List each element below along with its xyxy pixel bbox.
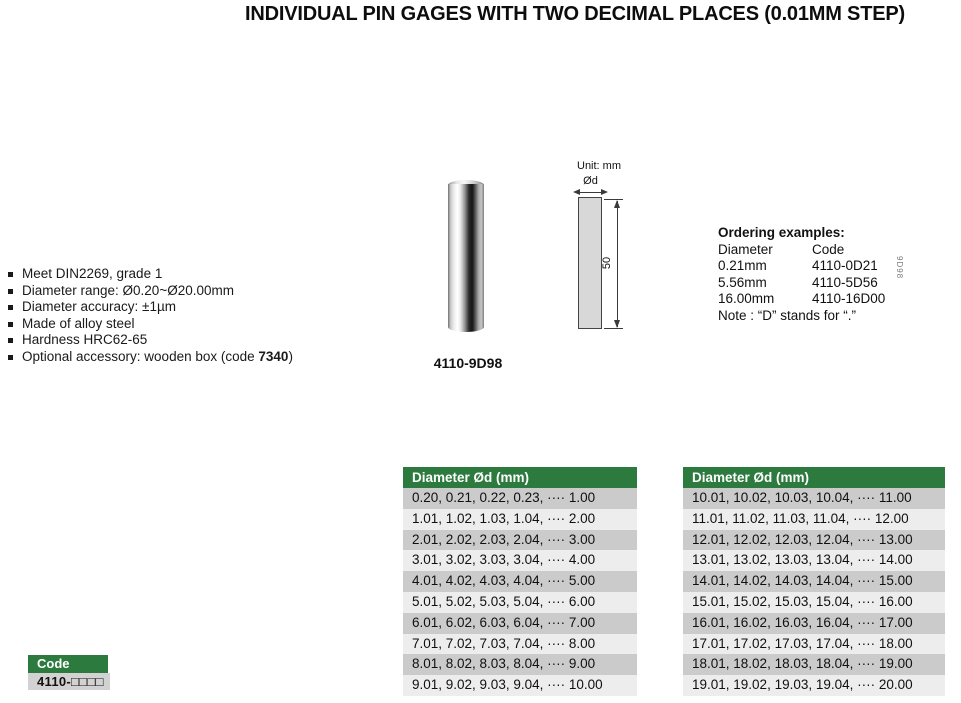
list-item bbox=[8, 299, 388, 316]
table-row: 15.01, 15.02, 15.03, 15.04, ···· 16.00 bbox=[683, 592, 945, 613]
feature-text-prefix: Optional accessory: wooden box (code bbox=[22, 348, 259, 364]
feature-text bbox=[22, 349, 293, 366]
diameter-table-left bbox=[403, 467, 637, 696]
table-row: 6.01, 6.02, 6.03, 6.04, ···· 7.00 bbox=[403, 613, 637, 634]
table-header: Diameter Ød (mm) bbox=[403, 467, 637, 488]
table-row: 12.01, 12.02, 12.03, 12.04, ···· 13.00 bbox=[683, 530, 945, 551]
ordering-col-diameter: Diameter bbox=[718, 241, 773, 257]
accessory-code: 7340 bbox=[258, 348, 289, 364]
table-row: 9.01, 9.02, 9.03, 9.04, ···· 10.00 bbox=[403, 675, 637, 696]
list-item bbox=[8, 266, 388, 283]
ordering-code: 4110-5D56 bbox=[812, 274, 878, 290]
table-header: Diameter Ød (mm) bbox=[683, 467, 945, 488]
ordering-note: Note : “D” stands for “.” bbox=[718, 307, 857, 323]
pin-model-code: 4110-9D98 bbox=[433, 355, 503, 371]
diameter-dim-line bbox=[579, 192, 602, 193]
table-row: 18.01, 18.02, 18.03, 18.04, ···· 19.00 bbox=[683, 654, 945, 675]
list-item bbox=[8, 316, 388, 333]
bullet-square-icon bbox=[8, 322, 13, 327]
ordering-row bbox=[718, 291, 948, 308]
extension-line-bottom bbox=[604, 328, 623, 329]
bullet-square-icon bbox=[8, 272, 13, 277]
table-row: 1.01, 1.02, 1.03, 1.04, ···· 2.00 bbox=[403, 509, 637, 530]
diameter-dim-label: Ød bbox=[583, 175, 598, 187]
pin-engraving: 9D98 bbox=[895, 256, 904, 280]
page-title: INDIVIDUAL PIN GAGES WITH TWO DECIMAL PLACES (0.01MM STEP) bbox=[245, 3, 905, 25]
ordering-diameter: 0.21mm bbox=[718, 258, 767, 274]
table-row: 19.01, 19.02, 19.03, 19.04, ···· 20.00 bbox=[683, 675, 945, 696]
length-dim-label: 50 bbox=[601, 256, 614, 270]
bullet-square-icon bbox=[8, 355, 13, 360]
feature-text: Diameter accuracy: ±1µm bbox=[22, 299, 176, 315]
unit-label: Unit: mm bbox=[577, 160, 621, 172]
list-item bbox=[8, 349, 388, 366]
ordering-examples bbox=[718, 225, 948, 325]
table-row: 8.01, 8.02, 8.03, 8.04, ···· 9.00 bbox=[403, 654, 637, 675]
table-row: 2.01, 2.02, 2.03, 2.04, ···· 3.00 bbox=[403, 530, 637, 551]
bullet-square-icon bbox=[8, 289, 13, 294]
ordering-diameter: 5.56mm bbox=[718, 274, 767, 290]
bullet-square-icon bbox=[8, 338, 13, 343]
ordering-row bbox=[718, 275, 948, 292]
ordering-column-headers bbox=[718, 242, 948, 259]
table-row: 7.01, 7.02, 7.03, 7.04, ···· 8.00 bbox=[403, 634, 637, 655]
ordering-diameter: 16.00mm bbox=[718, 291, 775, 307]
list-item bbox=[8, 283, 388, 300]
table-row: 4.01, 4.02, 4.03, 4.04, ···· 5.00 bbox=[403, 571, 637, 592]
code-box-value: 4110-□□□□ bbox=[28, 673, 110, 690]
table-row: 11.01, 11.02, 11.03, 11.04, ···· 12.00 bbox=[683, 509, 945, 530]
code-box-header: Code bbox=[28, 655, 108, 673]
table-row: 10.01, 10.02, 10.03, 10.04, ···· 11.00 bbox=[683, 488, 945, 509]
table-row: 5.01, 5.02, 5.03, 5.04, ···· 6.00 bbox=[403, 592, 637, 613]
ordering-code: 4110-0D21 bbox=[812, 258, 878, 274]
table-row: 17.01, 17.02, 17.03, 17.04, ···· 18.00 bbox=[683, 634, 945, 655]
feature-text: Hardness HRC62-65 bbox=[22, 332, 148, 348]
feature-text: Diameter range: Ø0.20~Ø20.00mm bbox=[22, 282, 234, 298]
table-row: 3.01, 3.02, 3.03, 3.04, ···· 4.00 bbox=[403, 550, 637, 571]
length-dim-line bbox=[617, 201, 618, 327]
bullet-square-icon bbox=[8, 305, 13, 310]
arrowhead-up-icon bbox=[614, 200, 620, 208]
arrowhead-down-icon bbox=[614, 320, 620, 328]
list-item bbox=[8, 332, 388, 349]
feature-text-suffix: ) bbox=[288, 348, 293, 364]
diameter-table-right bbox=[683, 467, 945, 696]
feature-list bbox=[8, 266, 388, 366]
ordering-code: 4110-16D00 bbox=[812, 291, 886, 307]
arrowhead-left-icon bbox=[573, 189, 580, 195]
feature-text: Made of alloy steel bbox=[22, 315, 135, 331]
ordering-row bbox=[718, 258, 948, 275]
table-row: 16.01, 16.02, 16.03, 16.04, ···· 17.00 bbox=[683, 613, 945, 634]
pin-outline-drawing bbox=[578, 197, 602, 329]
table-row: 13.01, 13.02, 13.03, 13.04, ···· 14.00 bbox=[683, 550, 945, 571]
feature-text: Meet DIN2269, grade 1 bbox=[22, 266, 163, 281]
table-row: 14.01, 14.02, 14.03, 14.04, ···· 15.00 bbox=[683, 571, 945, 592]
table-row: 0.20, 0.21, 0.22, 0.23, ···· 1.00 bbox=[403, 488, 637, 509]
ordering-heading: Ordering examples: bbox=[718, 225, 845, 240]
ordering-col-code: Code bbox=[812, 241, 845, 257]
arrowhead-right-icon bbox=[601, 189, 608, 195]
